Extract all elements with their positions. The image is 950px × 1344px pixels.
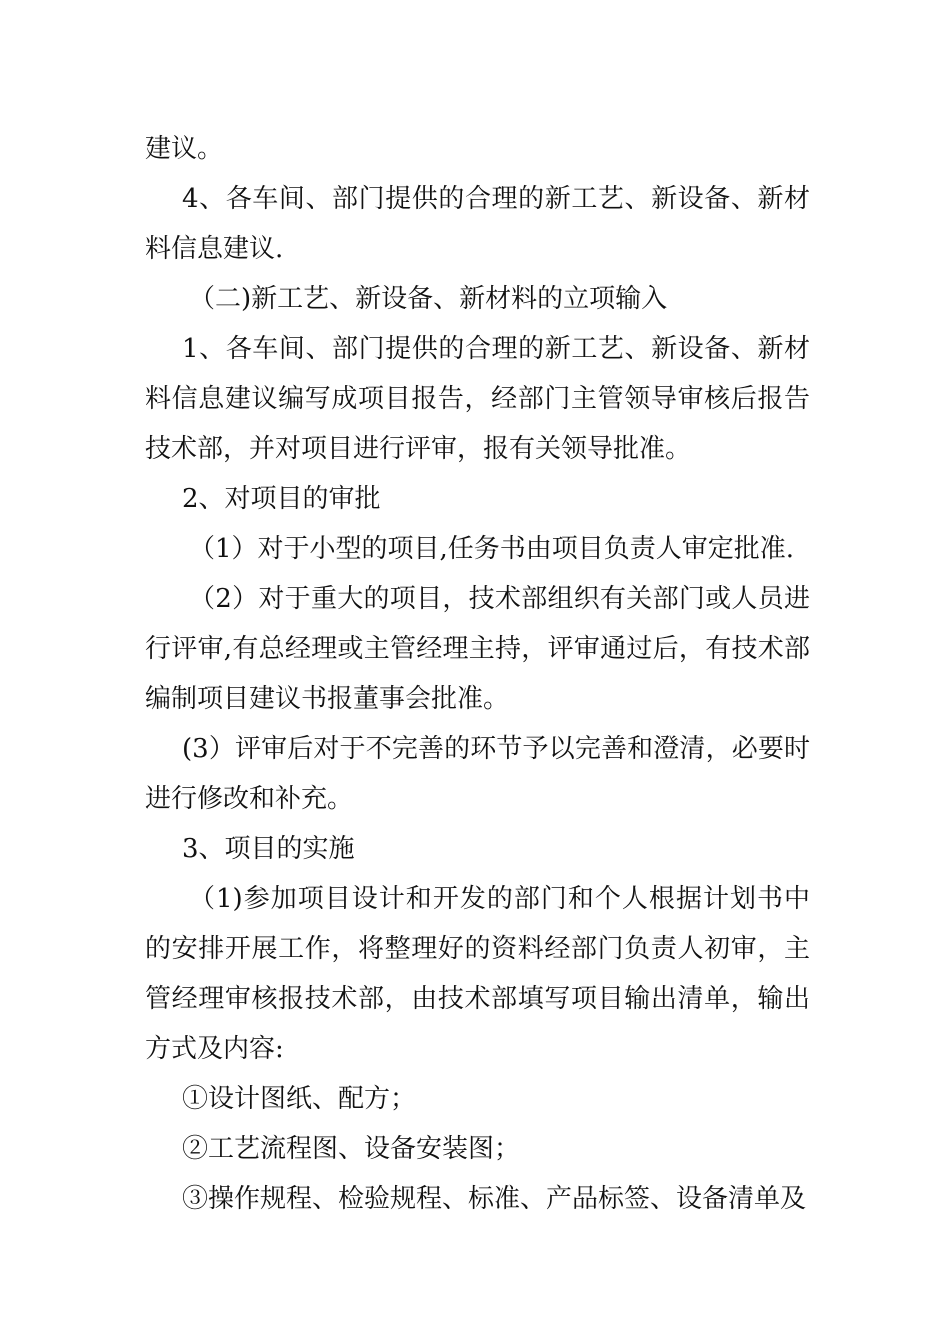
paragraph-item-4: 4、各车间、部门提供的合理的新工艺、新设备、新材料信息建议. [145, 184, 810, 264]
paragraph-item-1: 1、各车间、部门提供的合理的新工艺、新设备、新材料信息建议编写成项目报告，经部门主管领导审核后报告技术部，并对项目进行评审，报有关领导批准。 [145, 334, 810, 464]
document-body [145, 124, 810, 1224]
list-item-design-drawings: ①设计图纸、配方； [182, 1084, 417, 1114]
paragraph-item-3: 3、项目的实施 [182, 834, 355, 864]
list-item-operating-procedures: ③操作规程、检验规程、标准、产品标签、设备清单及 [182, 1184, 807, 1214]
paragraph-subitem-1: （1）对于小型的项目,任务书由项目负责人审定批准. [189, 534, 795, 564]
paragraph-subitem-3: (3）评审后对于不完善的环节予以完善和澄清，必要时进行修改和补充。 [145, 734, 810, 814]
list-item-process-flow: ②工艺流程图、设备安装图； [182, 1134, 521, 1164]
paragraph-implementation-1: （1)参加项目设计和开发的部门和个人根据计划书中的安排开展工作，将整理好的资料经部门负责人初审，主管经理审核报技术部，由技术部填写项目输出清单，输出方式及内容: [145, 884, 810, 1064]
paragraph-item-2: 2、对项目的审批 [182, 484, 381, 514]
paragraph-continuation: 建议。 [145, 134, 224, 164]
section-heading-2: （二)新工艺、新设备、新材料的立项输入 [189, 284, 668, 314]
paragraph-subitem-2: （2）对于重大的项目，技术部组织有关部门或人员进行评审,有总经理或主管经理主持，评审通过后，有技术部编制项目建议书报董事会批准。 [145, 584, 810, 714]
